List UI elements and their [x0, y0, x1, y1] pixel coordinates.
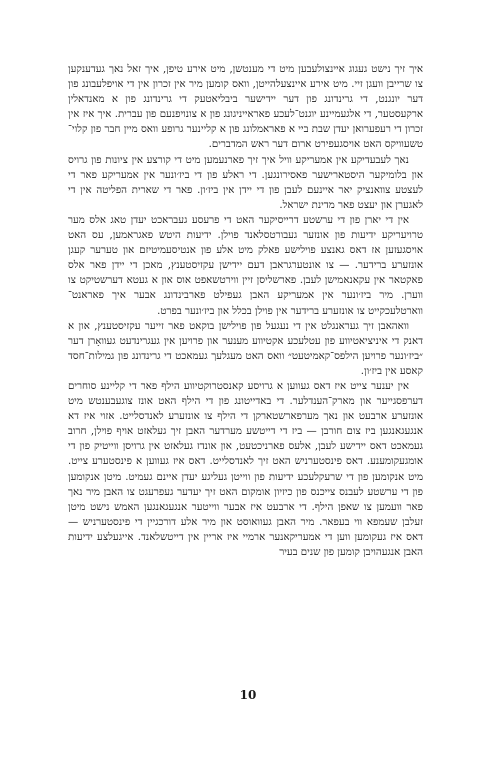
page-number: 10 — [239, 688, 257, 702]
paragraph-2: נאך לעבעדיקע אין אמעריקע וויל איך זיך פארנעמען מיט די קורצע אין ציונות פון גרויס און בלומיקער היסטארישער פאסירונגען. די ראלע פון די ביז׳ונער אין אמעריקע פאר די לעצטע צוואנציק יאר איינעם לעבן פון די יידן אין ביז׳ון. פאר די שארית הפליטה אין די לאגערן און יעצט פאר מדינת ישראל. — [68, 154, 423, 211]
paragraph-5: אין יענער צייט איז דאס געווען א גרויסע קאנסטרוקטיווע הילף פאר די קליינע סוחרים דערפסגייער און מארק־הענדלער. די באדייטונג פון די הילף האט אונז צוגעבענטש מיט אונזערע ארבעט און נאך מערפארשטארקן די הילף צו אונזערע לאנדסלייט. אזוי איז דא אנגעגאנגען ביז צום חורבן — ביז די דייטשע מערדער האבן זיך געלאזט אויף פוילן, חרוב געמאכט דאס יידישע לעבן, אלעס פארניכטעט, און אונדז געלאזט אין גרויסן ווייטיק פון די אומגעקומענע. דאס פינסטערניש האט זיך לאנדסלייט. דאס איז געווען א פינסטערע צייט. מיט אנקומען פון די שרעקלעכע ידיעות פון ווייטן געליגע יעדן איינם געמיט. מיטן אנקומען פון די ערשטע לעבנס צייכנס פון כיזיון אומקום האט זיך יעדער געפרעגט צו האבן מיר נאך פאר וועמען צו שאפן הילף. די ארבעט איז אבער ווייטער אנגעגאנגען האמש נישט מיטן זעלבן שעמפא ווי בעפאר. מיר האבן געוואוסט און מיר אלע דורכגיין די פינסטערניש — דאס איז געקומען ווען די אמעריקאנער ארמיי איז אריין אין דייטשלאנד. אייגעלצע ידיעות האבן אנגעהויבן קומען פון שנים בעיר — [68, 380, 423, 558]
paragraph-1: איך זיך נישט געגוג איינצולעבען מיט די מענטשן, מיט אירע טיפן, איך זאל נאך געדענקען צו שרייבן וועגן זיי. מיט אירע איינצעלהייטן, וואס קומען מיר אין זכרון אין די אויפלעבונג פון דער יונגנט, די גרינדונג פון דער יידישער ביבליאטעק די גרינדונג פון א מאנדאלין ארקעסטער, די אלגעמיינע יוגנט־לעכע פאראייניגונג פון א צונויפנעם פון עברית. איך איז אין זכרון די רעפערואן יעדן שבת ביי א פאראמלונג פון א קליינער גרופע וואס מיין חבר פון קלוי־ טשעוויקס האט אויסגעפירט ארום דער ראש המדברים. — [68, 64, 423, 151]
paragraph-3: אין די יארן פון די ערשטע דרייסיקער האט די פרעסע געבראכט יעדן טאג אלס מער טרויעריקע ידיעות פון אונזער געבורטסלאנד פוילן. ידיעות היטש פאגראמען, עס האט אויסגעזען אז דאס גאנצע פוילישע פאלק מיט אלע פון אנטיסעמיטיזם און טערער קעגן אונזערע ברידער. — צו אונטערגראבן דעם יידישן עקזיסטענץ, מאכן די יידן פאר אלס פאקטאר אין עקאנאמישן לעבן. פארשליסן זיין ווירטשאפט אוס און א געטא דערשטיקט צו ווערן. מיר ביז׳ונער אין אמעריקע האבן געפילט פארבינדונג אבער איך פאראנט־ ווארטלעכקייט צו אונזערע ברידער אין פוילן בכלל און ביז׳ונער בפרט. — [68, 214, 423, 317]
document-body — [68, 62, 423, 560]
paragraph-4: וואהאבן זיך געראנגלט אין די נעגעל פון פוילישן בוקאט פאר זייער עקזיסטענץ, און א דאנק די איניציאטיווע פון עטלעכע אקטיווע מענער און פרויען אין געגרינדעט געוואָרן דער ״ביז׳ונער פרויען הילפס־קאמיטעט״ וואס האט מעגלעך געמאכט די גרינדונג פון גמילות־חסד קאסע אין ביז׳ון. — [68, 320, 423, 377]
